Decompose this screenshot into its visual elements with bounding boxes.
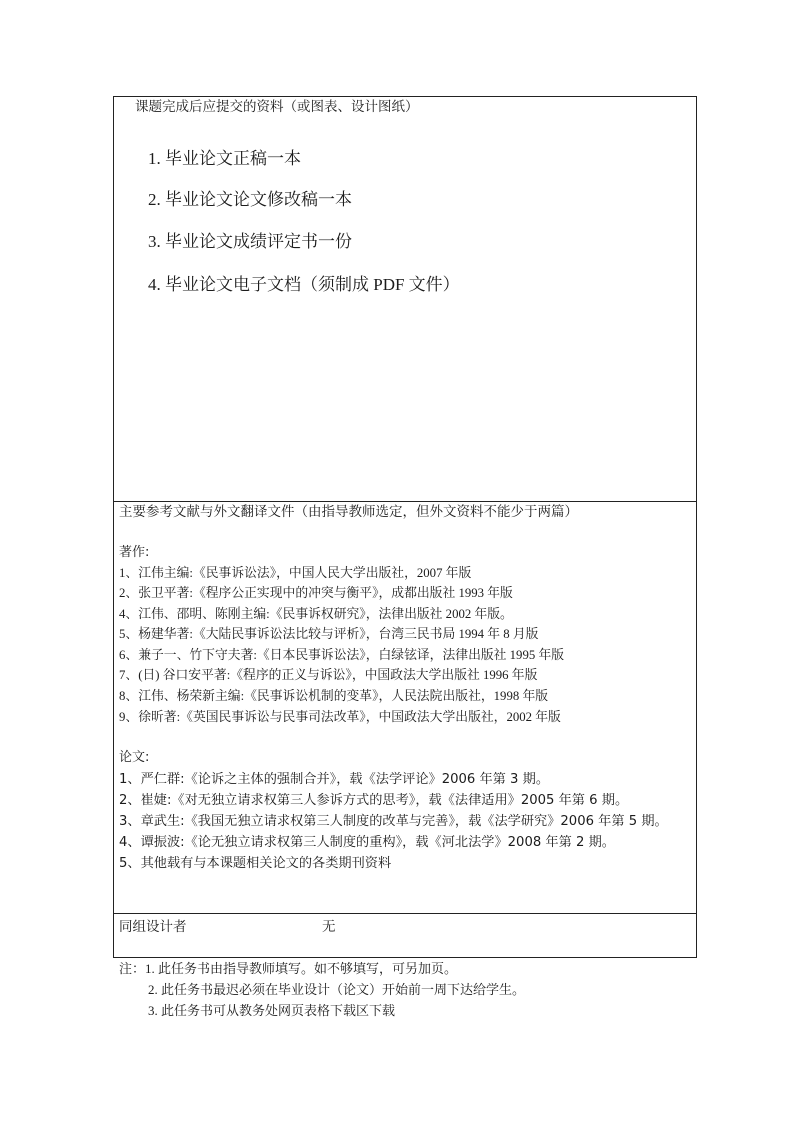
book-entry: 8、江伟、杨荣新主编:《民事诉讼机制的变革》，人民法院出版社，1998 年版 xyxy=(119,689,549,704)
books-label: 著作: xyxy=(119,545,150,560)
paper-entry: 1、严仁群:《论诉之主体的强制合并》，载《法学评论》2006 年第 3 期。 xyxy=(119,771,550,787)
submission-item: 2. 毕业论文论文修改稿一本 xyxy=(148,190,352,209)
group-designer-value: 无 xyxy=(322,919,336,934)
papers-label: 论文: xyxy=(119,750,150,765)
paper-entry: 4、谭振波:《论无独立请求权第三人制度的重构》，载《河北法学》2008 年第 2 期。 xyxy=(119,834,615,850)
books-list xyxy=(119,563,564,728)
submission-heading: 课题完成后应提交的资料（或图表、设计图纸） xyxy=(135,99,419,114)
references-heading: 主要参考文献与外文翻译文件（由指导教师选定，但外文资料不能少于两篇） xyxy=(119,504,578,519)
paper-entry: 3、章武生:《我国无独立请求权第三人制度的改革与完善》，载《法学研究》2006 年第 5 期。 xyxy=(119,813,668,829)
group-designer-label: 同组设计者 xyxy=(119,919,187,934)
paper-entry: 2、崔婕:《对无独立请求权第三人参诉方式的思考》，载《法律适用》2005 年第 6 期。 xyxy=(119,792,629,808)
note-line: 2. 此任务书最迟必须在毕业设计（论文）开始前一周下达给学生。 xyxy=(148,982,526,997)
paper-entry: 5、其他载有与本课题相关论文的各类期刊资料 xyxy=(119,855,392,871)
papers-list xyxy=(119,769,668,874)
book-entry: 2、张卫平著:《程序公正实现中的冲突与衡平》，成都出版社 1993 年版 xyxy=(119,586,513,601)
note-line: 3. 此任务书可从教务处网页表格下载区下载 xyxy=(148,1003,396,1018)
note-line: 注：1. 此任务书由指导教师填写。如不够填写，可另加页。 xyxy=(119,961,458,976)
book-entry: 1、江伟主编:《民事诉讼法》，中国人民大学出版社，2007 年版 xyxy=(119,565,472,580)
table-divider xyxy=(113,913,697,914)
submission-item: 4. 毕业论文电子文档（须制成 PDF 文件） xyxy=(148,275,460,294)
book-entry: 4、江伟、邵明、陈刚主编:《民事诉权研究》，法律出版社 2002 年版。 xyxy=(119,606,513,621)
book-entry: 9、徐昕著:《英国民事诉讼与民事司法改革》，中国政法大学出版社，2002 年版 xyxy=(119,709,561,724)
book-entry: 5、杨建华著:《大陆民事诉讼法比较与评析》，台湾三民书局 1994 年 8 月版 xyxy=(119,627,539,642)
table-divider xyxy=(113,501,697,502)
book-entry: 6、兼子一、竹下守夫著:《日本民事诉讼法》，白绿铉译，法律出版社 1995 年版 xyxy=(119,647,565,662)
submission-item: 1. 毕业论文正稿一本 xyxy=(148,149,301,168)
book-entry: 7、(日) 谷口安平著:《程序的正义与诉讼》，中国政法大学出版社 1996 年版 xyxy=(119,668,538,683)
submission-item: 3. 毕业论文成绩评定书一份 xyxy=(148,232,352,251)
